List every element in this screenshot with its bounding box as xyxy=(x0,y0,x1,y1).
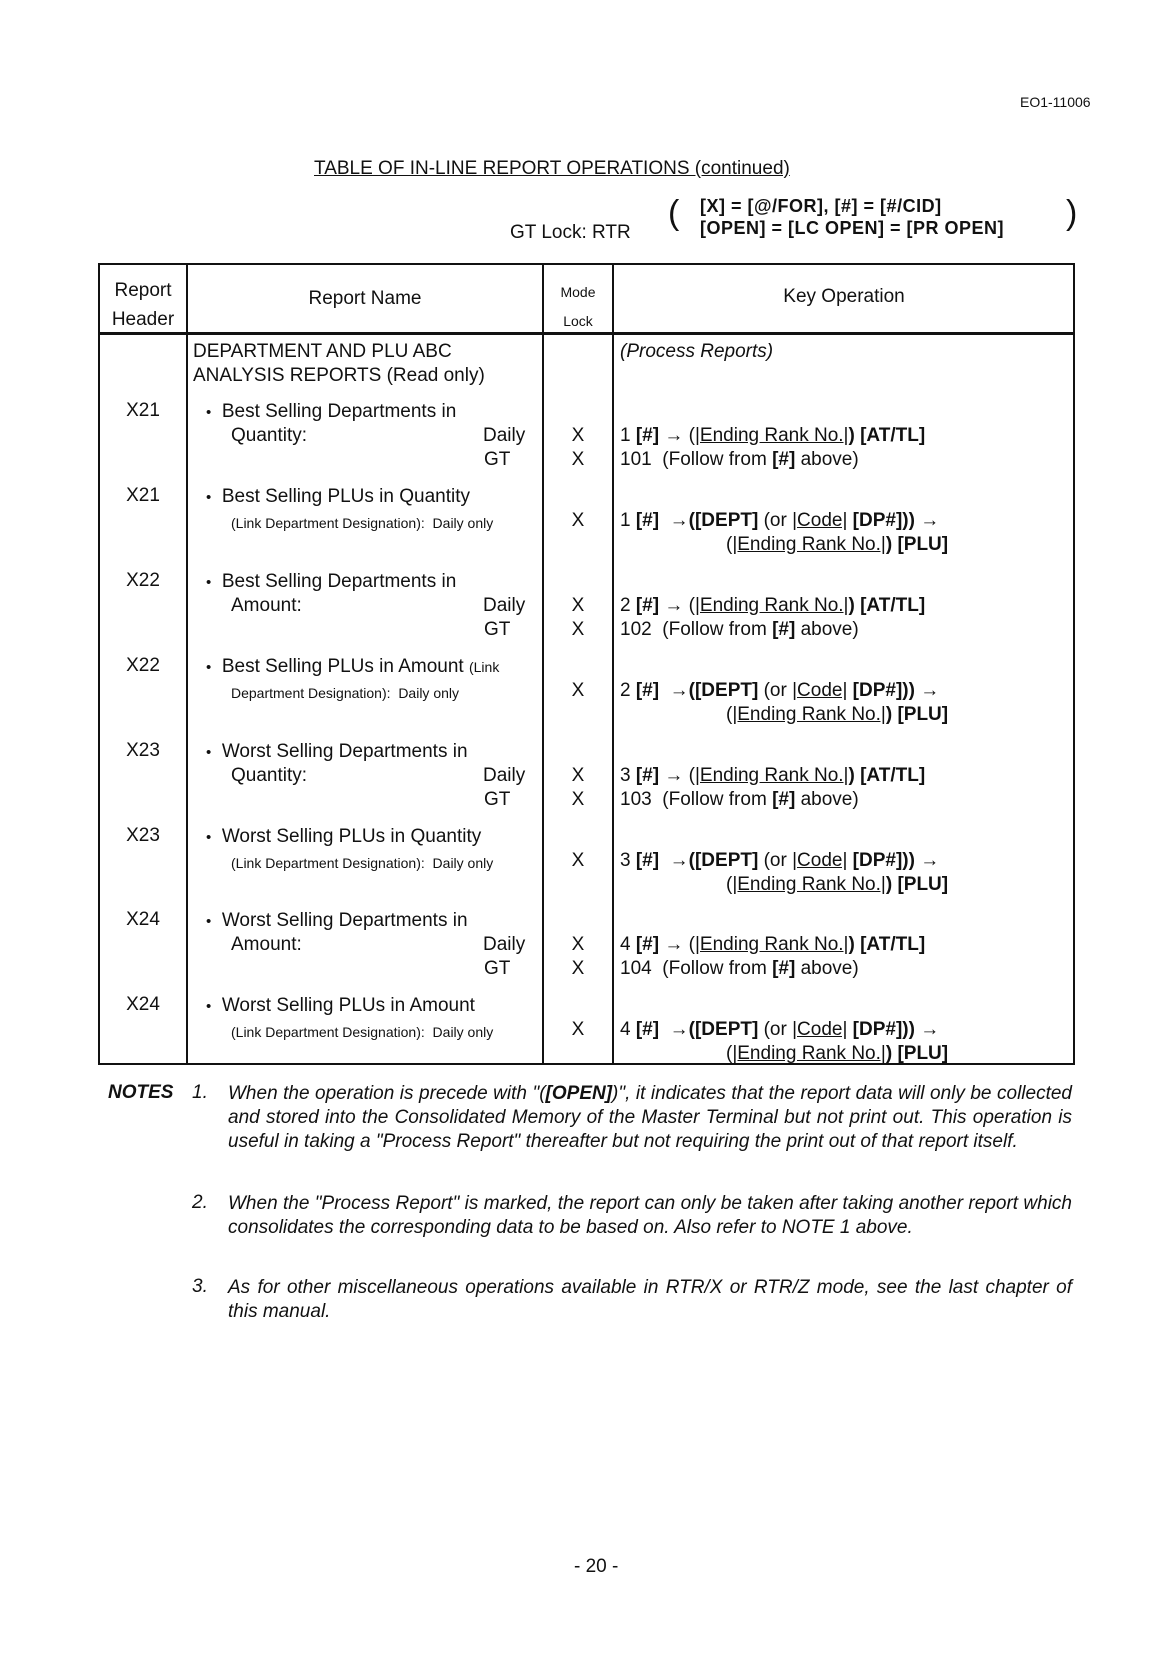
report-name-text: Quantity: xyxy=(231,765,308,786)
note-1 xyxy=(228,1082,1072,1154)
header-report-header xyxy=(100,276,186,334)
key-text: |Ending Rank No.| xyxy=(732,1043,886,1064)
bullet-icon: • xyxy=(206,489,212,506)
table-title: TABLE OF IN-LINE REPORT OPERATIONS (continued) xyxy=(314,158,790,179)
section-title xyxy=(193,340,485,388)
bullet-icon: • xyxy=(206,404,212,421)
key-text: ) [AT/TL] xyxy=(848,934,926,955)
period-gt: GT xyxy=(484,789,511,810)
period-daily: Daily xyxy=(483,765,526,786)
key-text: |Code| xyxy=(792,850,848,871)
note-number: 2. xyxy=(192,1192,208,1213)
report-name xyxy=(206,740,468,765)
period-gt: GT xyxy=(484,449,511,470)
report-name-text: (Link Department Designation): xyxy=(231,515,425,531)
key-text: [#] xyxy=(635,510,660,531)
key-text: |Ending Rank No.| xyxy=(694,425,849,446)
header-key-operation: Key Operation xyxy=(783,286,905,307)
report-code: X24 xyxy=(126,909,160,930)
key-operation-gt xyxy=(620,788,859,812)
mode-mark: X xyxy=(571,449,585,470)
key-text: ) [AT/TL] xyxy=(848,595,926,616)
process-reports-note: (Process Reports) xyxy=(620,341,774,362)
key-text: [#] xyxy=(635,765,660,786)
key-text: above) xyxy=(795,789,859,810)
mode-mark: X xyxy=(571,1019,585,1040)
report-name xyxy=(206,570,456,595)
key-text: 3 xyxy=(620,850,631,871)
report-name-text: Worst Selling PLUs in Quantity xyxy=(221,826,482,847)
key-text: |Code| xyxy=(792,510,848,531)
report-name-text: Best Selling PLUs in Amount xyxy=(221,656,464,677)
mode-mark: X xyxy=(571,425,585,446)
key-text: (Follow from xyxy=(662,449,773,470)
mode-mark: X xyxy=(571,789,585,810)
key-text: |Ending Rank No.| xyxy=(694,765,849,786)
key-text: (or xyxy=(758,1019,793,1040)
key-text: ( xyxy=(726,704,733,725)
report-name-text: Worst Selling PLUs in Amount xyxy=(221,995,475,1016)
note-number: 1. xyxy=(192,1082,208,1103)
key-text: 1 xyxy=(620,510,631,531)
report-name-text: Worst Selling Departments in xyxy=(221,910,468,931)
key-text: |Ending Rank No.| xyxy=(732,704,886,725)
period-daily-only: Daily only xyxy=(432,855,494,871)
key-text: 102 xyxy=(620,619,652,640)
key-text: above) xyxy=(795,449,859,470)
column-divider xyxy=(612,263,614,1065)
key-operation xyxy=(620,849,939,873)
key-text: 4 xyxy=(620,934,631,955)
key-operation-cont xyxy=(726,1042,948,1066)
report-name xyxy=(206,485,470,510)
section-title-line: DEPARTMENT AND PLU ABC xyxy=(193,341,452,362)
bullet-icon: • xyxy=(206,574,212,591)
key-text: |Code| xyxy=(792,1019,848,1040)
key-operation xyxy=(620,679,939,703)
column-divider xyxy=(186,263,188,1065)
key-text: →([DEPT] xyxy=(669,680,759,701)
key-text: (Follow from xyxy=(662,619,773,640)
note-number: 3. xyxy=(192,1276,208,1297)
key-text: ( xyxy=(726,534,733,555)
key-text: [#] xyxy=(772,449,796,470)
period-daily-only: Daily only xyxy=(398,685,460,701)
note-2: When the "Process Report" is marked, the report can only be taken after taking another report which consolidates the corresponding data to be based on. Also refer to NOTE 1 above. xyxy=(228,1193,1072,1238)
report-name-text: (Link Department Designation): xyxy=(231,855,425,871)
key-text: [#] xyxy=(635,934,660,955)
mode-mark: X xyxy=(571,934,585,955)
key-text: → ( xyxy=(664,765,695,786)
key-text: [DP#])) → xyxy=(847,680,940,701)
header-text: Lock xyxy=(563,313,593,329)
key-operation-cont xyxy=(726,533,948,557)
gt-lock-label: GT Lock: RTR xyxy=(510,222,631,243)
mode-mark: X xyxy=(571,680,585,701)
report-code: X24 xyxy=(126,994,160,1015)
key-text: above) xyxy=(795,619,859,640)
report-code: X22 xyxy=(126,570,160,591)
mode-mark: X xyxy=(571,619,585,640)
bullet-icon: • xyxy=(206,998,212,1015)
header-report-name: Report Name xyxy=(308,288,422,309)
period-gt: GT xyxy=(484,958,511,979)
key-operation xyxy=(620,1018,939,1042)
period-daily: Daily xyxy=(483,595,526,616)
key-text: 3 xyxy=(620,765,631,786)
key-text: 2 xyxy=(620,595,631,616)
key-text: 4 xyxy=(620,1019,631,1040)
report-name xyxy=(206,994,475,1019)
key-text: |Code| xyxy=(792,680,848,701)
key-operation xyxy=(620,764,925,788)
key-operation xyxy=(620,933,925,957)
key-text: |Ending Rank No.| xyxy=(732,534,886,555)
report-name-sub xyxy=(231,681,459,705)
right-paren-icon: ) xyxy=(1066,194,1078,232)
key-text: [#] xyxy=(635,425,660,446)
key-definition-2: [OPEN] = [LC OPEN] = [PR OPEN] xyxy=(700,218,1005,238)
bullet-icon: • xyxy=(206,659,212,676)
report-name-text: Amount: xyxy=(231,595,302,616)
key-operation xyxy=(620,594,925,618)
mode-mark: X xyxy=(571,850,585,871)
report-name-text: (Link Department Designation): xyxy=(231,1024,425,1040)
key-text: ) [PLU] xyxy=(885,874,949,895)
key-operation-cont xyxy=(726,703,948,727)
period-daily-only: Daily only xyxy=(432,1024,494,1040)
report-code: X21 xyxy=(126,400,160,421)
key-text: [DP#])) → xyxy=(847,850,940,871)
key-text: 2 xyxy=(620,680,631,701)
key-text: ) [AT/TL] xyxy=(848,765,926,786)
report-name xyxy=(206,400,456,425)
key-text: [#] xyxy=(635,850,660,871)
key-text: → ( xyxy=(664,425,695,446)
key-operation xyxy=(620,424,925,448)
bullet-icon: • xyxy=(206,913,212,930)
key-text: (or xyxy=(758,680,793,701)
key-text: [#] xyxy=(772,619,796,640)
key-text: ) [PLU] xyxy=(885,534,949,555)
key-text: 1 xyxy=(620,425,631,446)
bullet-icon: • xyxy=(206,829,212,846)
left-paren-icon: ( xyxy=(668,194,680,232)
key-text: ) [PLU] xyxy=(885,704,949,725)
mode-mark: X xyxy=(571,595,585,616)
report-code: X22 xyxy=(126,655,160,676)
key-text: [DP#])) → xyxy=(847,1019,940,1040)
key-operation xyxy=(620,509,939,533)
note-text: [OPEN] xyxy=(545,1083,613,1104)
key-operation-gt xyxy=(620,618,859,642)
report-name-text: Quantity: xyxy=(231,425,308,446)
key-definition-1: [X] = [@/FOR], [#] = [#/CID] xyxy=(700,196,942,216)
report-name-text: Best Selling Departments in xyxy=(221,401,457,422)
header-text: Mode xyxy=(560,284,596,300)
key-text: above) xyxy=(795,958,859,979)
key-text: 104 xyxy=(620,958,652,979)
key-text: 103 xyxy=(620,789,652,810)
key-text: ( xyxy=(726,874,733,895)
report-code: X23 xyxy=(126,740,160,761)
key-text: →([DEPT] xyxy=(669,1019,759,1040)
key-text: 101 xyxy=(620,449,652,470)
report-name-text: Department Designation): xyxy=(231,685,391,701)
key-text: ( xyxy=(726,1043,733,1064)
report-name-text: Best Selling PLUs in Quantity xyxy=(221,486,471,507)
note-3: As for other miscellaneous operations available in RTR/X or RTR/Z mode, see the last chapter of this manual. xyxy=(228,1277,1072,1322)
mode-mark: X xyxy=(571,510,585,531)
notes-label: NOTES xyxy=(108,1082,174,1103)
key-text: (Follow from xyxy=(662,789,773,810)
key-text: →([DEPT] xyxy=(669,510,759,531)
key-text: [#] xyxy=(772,958,796,979)
key-text: ) [PLU] xyxy=(885,1043,949,1064)
key-text: |Ending Rank No.| xyxy=(732,874,886,895)
header-mode-lock xyxy=(544,278,612,336)
key-text: ) [AT/TL] xyxy=(848,425,926,446)
report-name-text: (Link xyxy=(468,659,500,675)
note-text: )", it indicates that the report data will only be collected and stored into the Consolidated Memory of the Master Terminal but not print out. This operation is useful in taking a "Process Report" thereafter but not requiring the print out of that report itself. xyxy=(228,1083,1072,1152)
report-name-sub xyxy=(231,1020,493,1044)
section-title-line: ANALYSIS REPORTS (Read only) xyxy=(193,365,485,386)
key-text: [DP#])) → xyxy=(847,510,940,531)
key-text: [#] xyxy=(772,789,796,810)
key-text: (Follow from xyxy=(662,958,773,979)
header-text: Header xyxy=(111,309,175,330)
key-text: (or xyxy=(758,510,793,531)
key-text: |Ending Rank No.| xyxy=(694,595,849,616)
note-text: When the operation is precede with "( xyxy=(228,1083,546,1104)
report-name xyxy=(206,909,468,934)
key-operation-gt xyxy=(620,448,859,472)
report-name-text: Best Selling Departments in xyxy=(221,571,457,592)
report-name-text: Worst Selling Departments in xyxy=(221,741,468,762)
report-name xyxy=(206,825,481,850)
document-code: EO1-11006 xyxy=(1020,94,1091,110)
period-daily: Daily xyxy=(483,934,526,955)
report-name xyxy=(206,655,499,680)
report-code: X23 xyxy=(126,825,160,846)
key-text: (or xyxy=(758,850,793,871)
period-gt: GT xyxy=(484,619,511,640)
key-text: → ( xyxy=(664,934,695,955)
report-name-sub xyxy=(231,511,493,535)
key-text: →([DEPT] xyxy=(669,850,759,871)
key-text: [#] xyxy=(635,595,660,616)
key-text: [#] xyxy=(635,680,660,701)
key-operation-cont xyxy=(726,873,948,897)
mode-mark: X xyxy=(571,958,585,979)
report-code: X21 xyxy=(126,485,160,506)
key-text: → ( xyxy=(664,595,695,616)
bullet-icon: • xyxy=(206,744,212,761)
mode-mark: X xyxy=(571,765,585,786)
key-text: [#] xyxy=(635,1019,660,1040)
key-text: |Ending Rank No.| xyxy=(694,934,849,955)
key-operation-gt xyxy=(620,957,859,981)
report-name-sub xyxy=(231,851,493,875)
page-number: - 20 - xyxy=(574,1556,619,1577)
header-text: Report xyxy=(114,280,172,301)
period-daily: Daily xyxy=(483,425,526,446)
report-name-text: Amount: xyxy=(231,934,302,955)
period-daily-only: Daily only xyxy=(432,515,494,531)
